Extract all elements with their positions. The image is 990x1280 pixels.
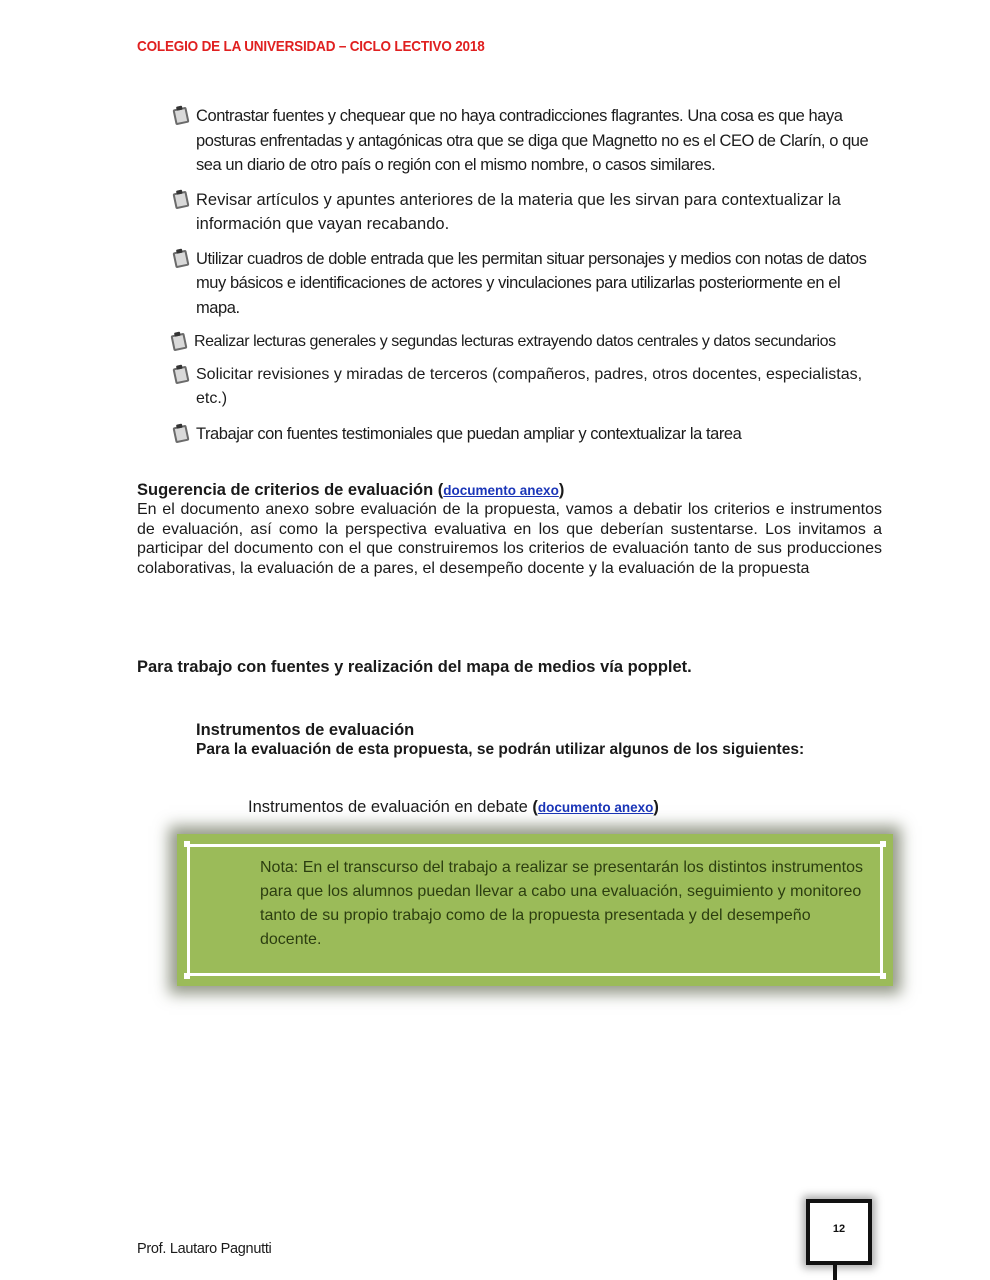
instrumentos-subheading: Para la evaluación de esta propuesta, se podrán utilizar algunos de los siguientes: xyxy=(196,741,805,758)
fuentes-heading: Para trabajo con fuentes y realización del mapa de medios vía popplet. xyxy=(137,658,692,676)
clipboard-bullet-icon xyxy=(172,104,192,126)
list-item xyxy=(172,188,887,237)
clipboard-bullet-icon xyxy=(170,330,190,352)
criteria-heading: Sugerencia de criterios de evaluación (documento anexo) xyxy=(137,481,565,499)
list-item-text: Contrastar fuentes y chequear que no haya contradicciones flagrantes. Una cosa es que haya posturas enfrentadas y antagónicas otra que se diga que Magnetto no es el CEO de Clarín, o que sea un diario de otro país o región con el mismo nombre, o casos similares. xyxy=(196,107,869,174)
list-item xyxy=(172,363,887,412)
criteria-section xyxy=(137,481,882,578)
note-corner xyxy=(184,841,190,847)
debate-label: Instrumentos de evaluación en debate xyxy=(248,798,528,816)
bullet-list xyxy=(172,104,887,456)
instrumentos-section xyxy=(196,721,896,759)
clipboard-bullet-icon xyxy=(172,422,192,444)
clipboard-bullet-icon xyxy=(172,247,192,269)
clipboard-bullet-icon xyxy=(172,188,192,210)
debate-line: Instrumentos de evaluación en debate (documento anexo) xyxy=(248,798,659,816)
list-item xyxy=(172,422,887,447)
criteria-paragraph: En el documento anexo sobre evaluación de la propuesta, vamos a debatir los criterios e instrumentos de evaluación, así como la perspectiva evaluativa en los que deberían sustentarse. Los invitamos a participar del documento con el que construiremos los criterios de evaluación tanto de sus producciones colaborativas, la evaluación de a pares, el desempeño docente y la evaluación de la propuesta xyxy=(137,501,882,577)
criteria-annex-link[interactable]: documento anexo xyxy=(443,483,559,498)
debate-annex-link[interactable]: documento anexo xyxy=(537,800,654,815)
list-item-text: Solicitar revisiones y miradas de terceros (compañeros, padres, otros docentes, especialistas, etc.) xyxy=(196,365,863,407)
list-item xyxy=(172,247,887,321)
instrumentos-heading: Instrumentos de evaluación xyxy=(196,721,415,739)
list-item-text: Realizar lecturas generales y segundas lecturas extrayendo datos centrales y datos secundarios xyxy=(194,333,836,350)
footer-author: Prof. Lautaro Pagnutti xyxy=(137,1241,272,1257)
list-item xyxy=(172,104,887,178)
clipboard-bullet-icon xyxy=(172,363,192,385)
note-corner xyxy=(880,973,886,979)
list-item-text: Revisar artículos y apuntes anteriores de la materia que les sirvan para contextualizar la información que vayan recabando. xyxy=(196,190,841,233)
note-box xyxy=(177,834,893,986)
note-corner xyxy=(880,841,886,847)
page-header-title: COLEGIO DE LA UNIVERSIDAD – CICLO LECTIVO 2018 xyxy=(137,38,485,55)
note-text: Nota: En el transcurso del trabajo a realizar se presentarán los distintos instrumentos para que los alumnos puedan llevar a cabo una evaluación, seguimiento y monitoreo tanto de su propio trabajo como de la propuesta presentada y del desempeño docente. xyxy=(260,859,863,948)
page-number: 12 xyxy=(832,1223,846,1235)
page-number-box xyxy=(806,1199,872,1265)
list-item-text: Trabajar con fuentes testimoniales que puedan ampliar y contextualizar la tarea xyxy=(196,424,742,443)
list-item-text: Utilizar cuadros de doble entrada que les permitan situar personajes y medios con notas de datos muy básicos e identificaciones de actores y vinculaciones para utilizarlas posteriormente en el mapa. xyxy=(196,249,867,317)
page-number-stem xyxy=(833,1265,837,1280)
list-item xyxy=(170,330,924,355)
note-corner xyxy=(184,973,190,979)
